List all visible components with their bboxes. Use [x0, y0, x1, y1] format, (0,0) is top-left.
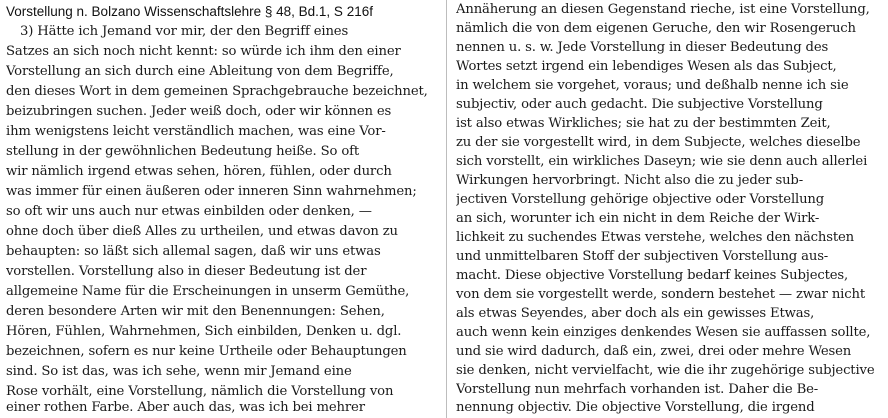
text-line: behaupten: so läßt sich allemal sagen, daß wir uns etwas — [6, 244, 381, 259]
text-line: lichkeit zu suchendes Etwas verstehe, welches den nächsten — [456, 230, 855, 245]
text-line: beizubringen suchen. Jeder weiß doch, oder wir können es — [6, 104, 392, 119]
text-line: Wirkungen hervorbringt. Nicht also die zu jeder sub- — [456, 173, 804, 188]
right-text-column — [448, 0, 888, 418]
text-line: nennen u. s. w. Jede Vorstellung in dieser Bedeutung des — [456, 40, 829, 55]
text-line: nennung objectiv. Die objective Vorstellung, die irgend — [456, 400, 815, 415]
text-line: macht. Diese objective Vorstellung bedarf keines Subjectes, — [456, 268, 849, 283]
text-line: deren besondere Arten wir mit den Benennungen: Sehen, — [6, 304, 385, 319]
text-line: sich vorstellt, ein wirkliches Daseyn; wie sie denn auch allerlei — [456, 154, 868, 169]
text-line: zu der sie vorgestellt wird, in dem Subjecte, welches dieselbe — [456, 135, 861, 150]
text-line: vorstellen. Vorstellung also in dieser Bedeutung ist der — [6, 264, 367, 279]
text-line: allgemeine Name für die Erscheinungen in unserm Gemüthe, — [6, 284, 410, 299]
text-line: stellung in der gewöhnlichen Bedeutung heiße. So oft — [6, 144, 359, 159]
text-line: so oft wir uns auch nur etwas einbilden oder denken, — — [6, 204, 372, 219]
text-line: nämlich die von dem eigenen Geruche, den wir Rosengeruch — [456, 21, 856, 36]
text-line: sind. So ist das, was ich sehe, wenn mir Jemand eine — [6, 364, 352, 379]
text-line: in welchem sie vorgehet, voraus; und deßhalb nenne ich sie — [456, 78, 849, 93]
text-line: Hören, Fühlen, Wahrnehmen, Sich einbilden, Denken u. dgl. — [6, 324, 402, 339]
text-line: den dieses Wort in dem gemeinen Sprachgebrauche bezeichnet, — [6, 84, 428, 99]
text-line: wir nämlich irgend etwas sehen, hören, fühlen, oder durch — [6, 164, 392, 179]
text-line: Satzes an sich noch nicht kennt: so würde ich ihm den einer — [6, 44, 401, 59]
text-line: und unmittelbaren Stoff der subjectiven Vorstellung aus- — [456, 249, 829, 264]
text-line: Rose vorhält, eine Vorstellung, nämlich die Vorstellung von — [6, 384, 394, 399]
text-line: ihm wenigstens leicht verständlich machen, was eine Vor- — [6, 124, 386, 139]
text-line: bezeichnen, sofern es nur keine Urtheile oder Behauptungen — [6, 344, 407, 359]
text-line: jectiven Vorstellung gehörige objective oder Vorstellung — [456, 192, 825, 207]
text-line: einer rothen Farbe. Aber auch das, was ich bei mehrer — [6, 400, 365, 415]
text-line: Wortes setzt irgend ein lebendiges Wesen als das Subject, — [456, 59, 837, 74]
text-line: und sie wird dadurch, daß ein, zwei, drei oder mehre Wesen — [456, 344, 852, 359]
text-line: an sich, worunter ich ein nicht in dem Reiche der Wirk- — [456, 211, 820, 226]
text-line: als etwas Seyendes, aber doch als ein gewisses Etwas, — [456, 306, 815, 321]
document-caption: Vorstellung n. Bolzano Wissenschaftslehre § 48, Bd.1, S 216f — [6, 4, 373, 19]
text-line: auch wenn kein einziges denkendes Wesen sie auffassen sollte, — [456, 325, 871, 340]
text-line: von dem sie vorgestellt werde, sondern bestehet — zwar nicht — [456, 287, 865, 302]
text-line: was immer für einen äußeren oder inneren Sinn wahrnehmen; — [6, 184, 417, 199]
text-line: 3) Hätte ich Jemand vor mir, der den Begriff eines — [20, 24, 349, 39]
text-line: ist also etwas Wirkliches; sie hat zu der bestimmten Zeit, — [456, 116, 831, 131]
left-text-column — [0, 22, 446, 418]
column-divider — [446, 0, 447, 418]
text-line: ohne doch über dieß Alles zu urtheilen, und etwas davon zu — [6, 224, 398, 239]
text-line: Annäherung an diesen Gegenstand rieche, ist eine Vorstellung, — [456, 2, 870, 17]
text-line: sie denken, nicht vervielfacht, wie die ihr zugehörige subjective — [456, 363, 875, 378]
text-line: Vorstellung an sich durch eine Ableitung von dem Begriffe, — [6, 64, 394, 79]
text-line: Vorstellung nun mehrfach vorhanden ist. Daher die Be- — [456, 382, 819, 397]
text-line: subjectiv, oder auch gedacht. Die subjective Vorstellung — [456, 97, 823, 112]
